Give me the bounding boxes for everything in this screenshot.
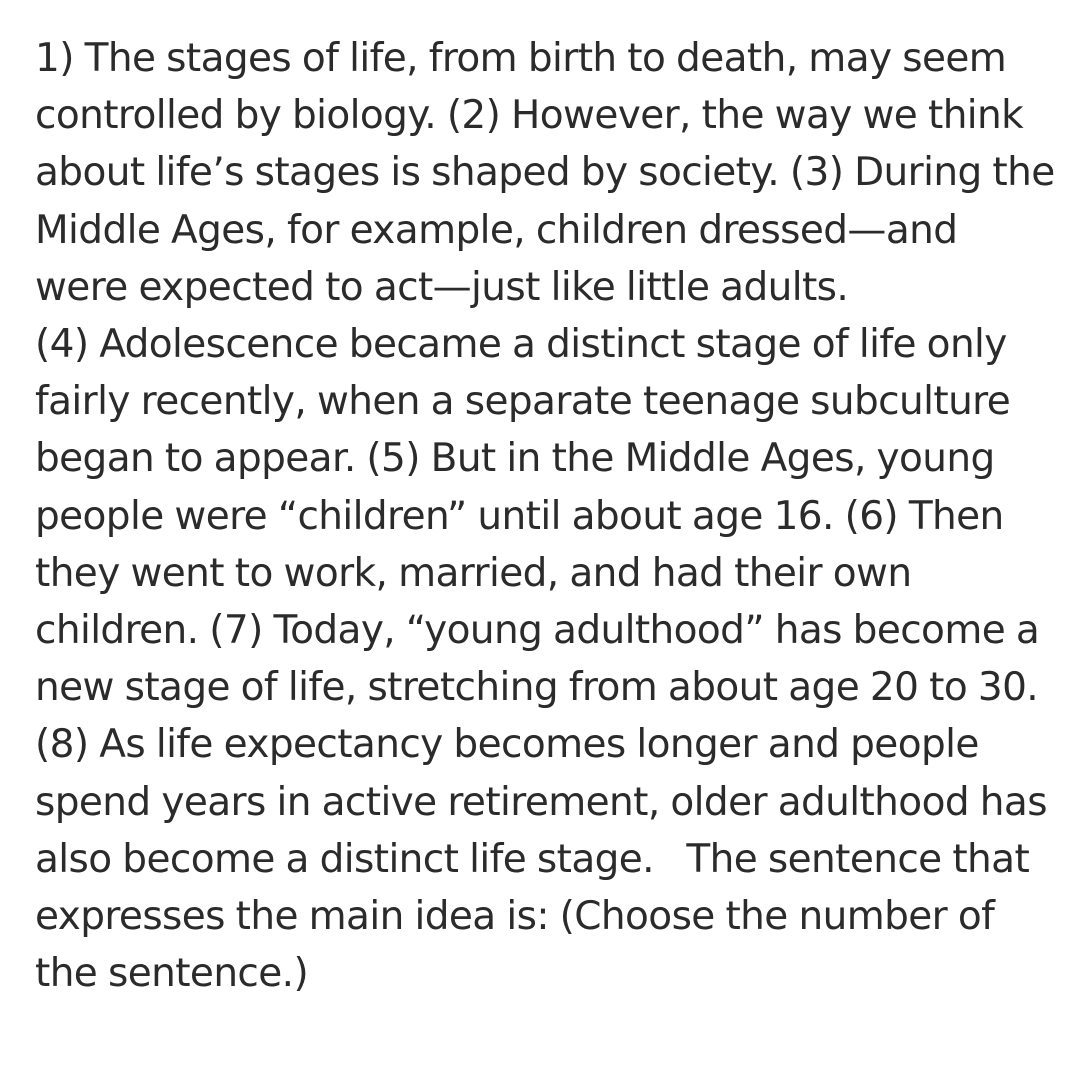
passage-line: began to appear. (5) But in the Middle Ages, young [35, 436, 995, 482]
passage-text [35, 30, 1085, 1002]
passage-line: expresses the main idea is: (Choose the number of [35, 894, 995, 940]
passage-line: (4) Adolescence became a distinct stage of life only [35, 322, 1007, 368]
passage-line: controlled by biology. (2) However, the way we think [35, 93, 1024, 139]
passage-line: Middle Ages, for example, children dressed—and [35, 207, 958, 253]
passage-line: also become a distinct life stage. The sentence that [35, 836, 1030, 882]
passage-line: people were “children” until about age 16. (6) Then [35, 493, 1004, 539]
passage-line: they went to work, married, and had their own [35, 550, 912, 596]
passage-line: new stage of life, stretching from about age 20 to 30. [35, 665, 1039, 711]
passage-line: spend years in active retirement, older adulthood has [35, 779, 1047, 825]
passage-line: fairly recently, when a separate teenage subculture [35, 379, 1011, 425]
passage-line: (8) As life expectancy becomes longer and people [35, 722, 979, 768]
passage-line: 1) The stages of life, from birth to death, may seem [35, 36, 1007, 81]
passage-line: about life’s stages is shaped by society. (3) During the [35, 150, 1055, 196]
passage-line: children. (7) Today, “young adulthood” has become a [35, 608, 1040, 654]
passage-line: were expected to act—just like little adults. [35, 264, 849, 310]
passage-line: the sentence.) [35, 951, 309, 997]
